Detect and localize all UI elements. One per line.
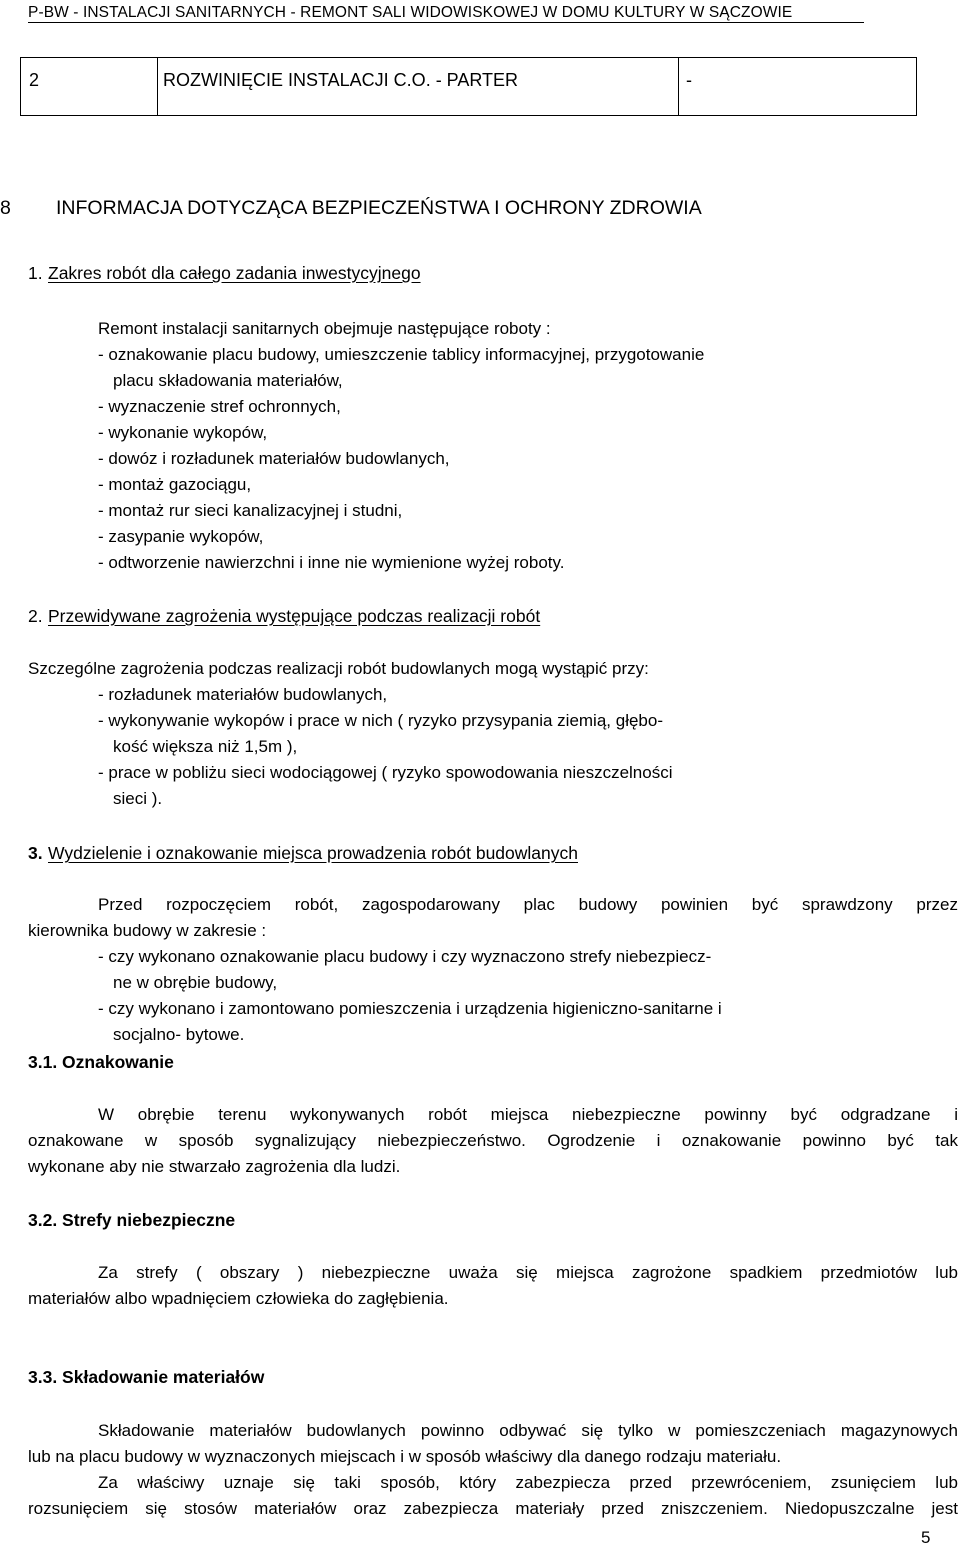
header-rule [28, 22, 864, 23]
subsection-3-2-line: materiałów albo wpadnięciem człowieka do zagłębienia. [28, 1289, 449, 1308]
list-item: - oznakowanie placu budowy, umieszczenie tablicy informacyjnej, przygotowanie [98, 345, 705, 364]
list-item: kość większa niż 1,5m ), [113, 737, 298, 756]
chapter-number: 8 [0, 197, 11, 219]
section-2-title: Przewidywane zagrożenia występujące podczas realizacji robót [48, 606, 541, 626]
page-number: 5 [921, 1528, 931, 1547]
list-item: - dowóz i rozładunek materiałów budowlanych, [98, 449, 450, 468]
list-item: placu składowania materiałów, [113, 371, 343, 390]
list-item: - czy wykonano i zamontowano pomieszczenia i urządzenia higieniczno-sanitarne i [98, 999, 722, 1018]
list-item: - zasypanie wykopów, [98, 527, 264, 546]
subsection-3-2-line: Za strefy ( obszary ) niebezpieczne uważa się miejsca zagrożone spadkiem przedmiotów lub [98, 1263, 958, 1282]
section-3-title: Wydzielenie i oznakowanie miejsca prowadzenia robót budowlanych [48, 843, 578, 863]
subsection-3-3-title: 3.3. Składowanie materiałów [28, 1367, 265, 1387]
list-item: - montaż gazociągu, [98, 475, 252, 494]
list-item: - wyznaczenie stref ochronnych, [98, 397, 341, 416]
subsection-3-3-line: Składowanie materiałów budowlanych powinno odbywać się tylko w pomieszczeniach magazynowych [98, 1421, 958, 1440]
section-3-number: 3. [28, 843, 43, 863]
subsection-3-1-line: wykonane aby nie stwarzało zagrożenia dla ludzi. [28, 1157, 401, 1176]
list-item: ne w obrębie budowy, [113, 973, 278, 992]
table-divider [157, 58, 158, 115]
subsection-3-3-line: Za właściwy uznaje się taki sposób, który zabezpiecza przed przewróceniem, zsunięciem lub [98, 1473, 958, 1492]
table-divider [678, 58, 679, 115]
list-item: - odtworzenie nawierzchni i inne nie wymienione wyżej roboty. [98, 553, 565, 572]
list-item: - prace w pobliżu sieci wodociągowej ( ryzyko spowodowania nieszczelności [98, 763, 673, 782]
list-item: - wykonanie wykopów, [98, 423, 268, 442]
table-cell-value: - [686, 70, 692, 90]
subsection-3-1-title: 3.1. Oznakowanie [28, 1052, 174, 1072]
section-2-intro: Szczególne zagrożenia podczas realizacji robót budowlanych mogą wystąpić przy: [28, 659, 649, 678]
list-item: sieci ). [113, 789, 163, 808]
list-item: - wykonywanie wykopów i prace w nich ( ryzyko przysypania ziemią, głębo- [98, 711, 663, 730]
subsection-3-3-line: lub na placu budowy w wyznaczonych miejscach i w sposób właściwy dla danego rodzaju materiału. [28, 1447, 782, 1466]
list-item: - rozładunek materiałów budowlanych, [98, 685, 388, 704]
subsection-3-3-line: rozsunięciem się stosów materiałów oraz zabezpiecza materiały przed zniszczeniem. Niedopuszczalne jest [28, 1499, 958, 1518]
subsection-3-2-title: 3.2. Strefy niebezpieczne [28, 1210, 236, 1230]
section-1-number: 1. [28, 263, 43, 283]
chapter-title: INFORMACJA DOTYCZĄCA BEZPIECZEŃSTWA I OCHRONY ZDROWIA [56, 197, 702, 219]
list-item: socjalno- bytowe. [113, 1025, 245, 1044]
drawing-list-table [20, 57, 917, 116]
section-1-intro: Remont instalacji sanitarnych obejmuje następujące roboty : [98, 319, 551, 338]
section-1-title: Zakres robót dla całego zadania inwestycyjnego [48, 263, 421, 283]
table-cell-num: 2 [29, 70, 40, 90]
section-2-number: 2. [28, 606, 43, 626]
subsection-3-1-line: oznakowane w sposób sygnalizujący niebezpieczeństwo. Ogrodzenie i oznakowanie powinno być tak [28, 1131, 958, 1150]
list-item: - montaż rur sieci kanalizacyjnej i studni, [98, 501, 403, 520]
section-3-paragraph-line: Przed rozpoczęciem robót, zagospodarowany plac budowy powinien być sprawdzony przez [98, 895, 958, 914]
subsection-3-1-line: W obrębie terenu wykonywanych robót miejsca niebezpieczne powinny być odgradzane i [98, 1105, 958, 1124]
section-3-paragraph-line: kierownika budowy w zakresie : [28, 921, 267, 940]
page-header: P-BW - INSTALACJI SANITARNYCH - REMONT SALI WIDOWISKOWEJ W DOMU KULTURY W SĄCZOWIE [28, 4, 793, 21]
table-cell-title: ROZWINIĘCIE INSTALACJI C.O. - PARTER [163, 70, 519, 90]
list-item: - czy wykonano oznakowanie placu budowy i czy wyznaczono strefy niebezpiecz- [98, 947, 712, 966]
